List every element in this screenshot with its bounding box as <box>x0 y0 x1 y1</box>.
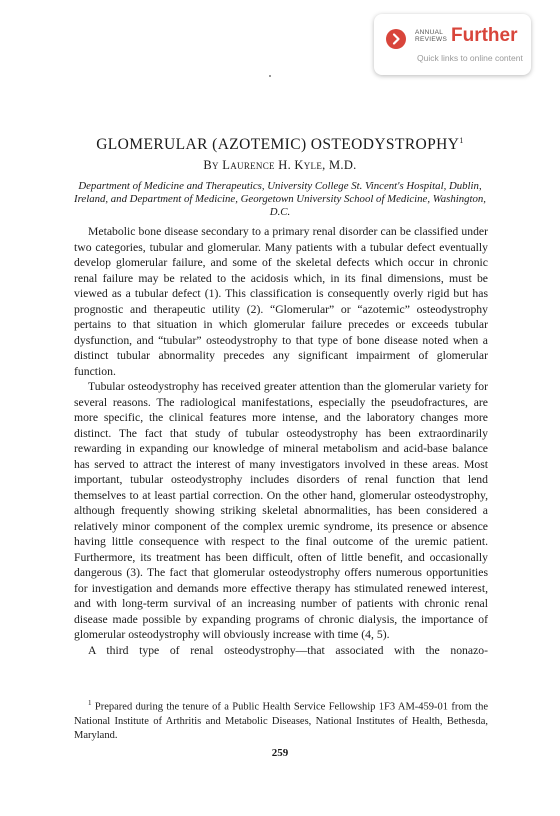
further-links-banner[interactable] <box>374 14 531 75</box>
body-paragraph-3: A third type of renal osteodystrophy—that associated with the nonazo- <box>88 643 488 657</box>
footnote-text: Prepared during the tenure of a Public Health Service Fellowship 1F3 AM-459-01 from the National Institute of Arthritis and Metabolic Diseases, National Institutes of Health, Bethesda, Maryland. <box>74 701 488 741</box>
banner-publisher-label <box>415 29 455 43</box>
footnote-mark: 1 <box>88 699 92 707</box>
title-footnote-mark: 1 <box>459 136 464 145</box>
article-body <box>74 224 488 658</box>
page-dot <box>269 75 271 77</box>
author-affiliation: Department of Medicine and Therapeutics, University College St. Vincent's Hospital, Dublin, Ireland, and Department of Medicine, Georgetown University School of Medicine, Washington, D.C. <box>74 180 487 218</box>
article-title-text: GLOMERULAR (AZOTEMIC) OSTEODYSTROPHY <box>96 136 460 153</box>
banner-small-line2: REVIEWS <box>415 36 448 43</box>
banner-subtitle: Quick links to online content <box>417 53 523 63</box>
author-prefix: By <box>203 158 219 172</box>
footnote <box>74 696 488 743</box>
page-number: 259 <box>271 747 289 759</box>
article-author <box>60 158 500 173</box>
author-name: Laurence H. Kyle, M.D. <box>222 158 357 172</box>
banner-small-line1: ANNUAL <box>415 29 444 36</box>
body-paragraph-2: Tubular osteodystrophy has received greater attention than the glomerular variety for several reasons. The radiological manifestations, especially the pseudofractures, are more specific, the clinical features more intense, and the laboratory changes more distinct. The fact that study of tubular osteodystrophy has been extraordinarily rewarding in expanding our knowledge of mineral metabolism and acid-base balance has served to attract the interest of many investigators involved in these areas. Most important, tubular osteodystrophy includes disorders of renal function that lend themselves to at least partial correction. On the other hand, glomerular osteodystrophy, although frequently showing striking skeletal abnormalities, has been considered a relatively minor component of the complex uremic syndrome, its presence or absence having little consequence with respect to the final outcome of the uremic patient. Furthermore, its treatment has been difficult, often of little benefit, and occasionally dangerous (3). The fact that glomerular osteodystrophy offers numerous opportunities for investigation and demands more effective therapy has stimulated renewed interest, and with long-term survival of an increasing number of patients with chronic renal disease made possible by expanding programs of chronic dialysis, the importance of glomerular osteodystrophy will obviously increase with time (4, 5). <box>74 380 488 641</box>
body-paragraph-1: Metabolic bone disease secondary to a primary renal disorder can be classified under two categories, tubular and glomerular. Many patients with a tubular defect eventually develop glomerular failure, and some of the skeletal defects which occur in chronic renal failure may be related to the acidosis which, in its final dimensions, must be viewed as a tubular defect (1). This classification is consequently overly rigid but has prognostic and therapeutic utility (2). “Glomerular” or “azotemic” osteodystrophy pertains to that situation in which glomerular failure precedes or exceeds tubular dysfunction, and “tubular” osteodystrophy to that type of bone disease noted when a distinct tubular abnormality precedes any significant impairment of glomerular function. <box>74 225 488 378</box>
banner-further-label: Further <box>451 25 518 46</box>
chevron-right-icon <box>386 29 406 49</box>
article-title <box>60 136 500 154</box>
